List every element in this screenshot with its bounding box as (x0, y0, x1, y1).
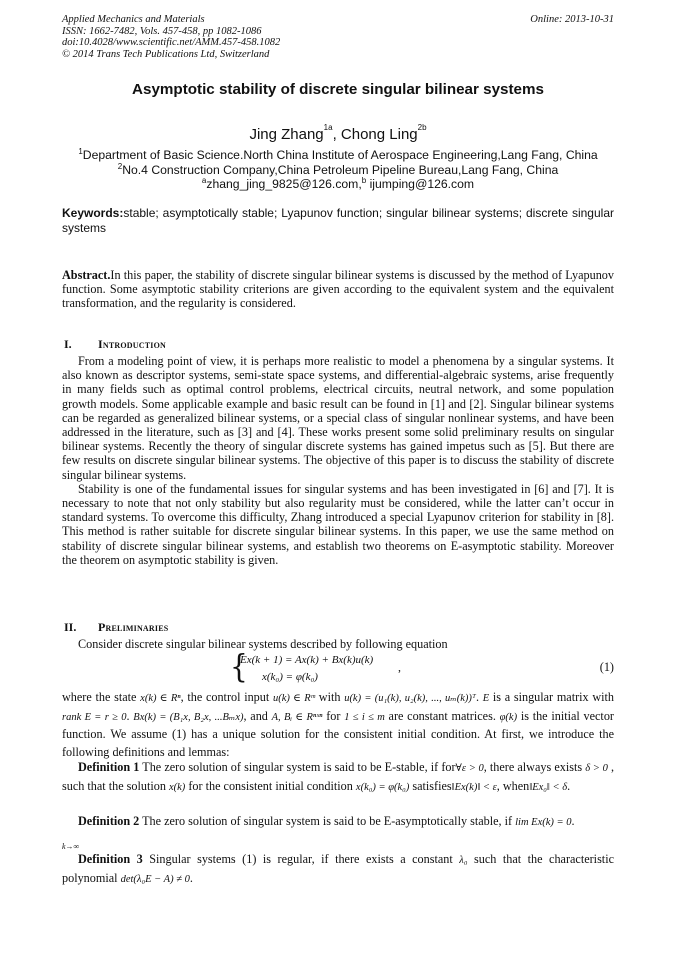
definition-1-text-b: , there always exists (483, 760, 586, 774)
copyright-line: © 2014 Trans Tech Publications Ltd, Switzerland (62, 48, 270, 60)
definition-3 (62, 851, 614, 888)
affiliation-1 (62, 148, 614, 163)
math-state: x(k) ∈ Rⁿ (140, 693, 181, 704)
issn-line: ISSN: 1662-7482, Vols. 457-458, pp 1082-1086 (62, 25, 262, 37)
equation-number: (1) (599, 660, 614, 674)
email-a: zhang_jing_9825@126.com, (206, 177, 362, 191)
affiliation-2 (62, 163, 614, 178)
section-1-body (62, 354, 614, 567)
text-dot: . (475, 690, 483, 704)
math-AB: A, Bᵢ ∈ Rⁿˣⁿ (271, 711, 323, 723)
math-norm-1: ‖Ex(k)‖ < ε (451, 781, 497, 793)
keywords-text: stable; asymptotically stable; Lyapunov function; singular bilinear systems; discrete singular systems (62, 206, 614, 235)
definition-2 (62, 813, 614, 832)
definition-1-label: Definition 1 (78, 760, 140, 774)
emails (62, 177, 614, 192)
equation-brace: { (230, 647, 248, 686)
definition-2-text-a: The zero solution of singular system is said to be E-asymptotically stable, if (139, 814, 516, 828)
math-norm-2: ‖Ex₀‖ < δ (529, 781, 568, 793)
section-2-title: Preliminaries (98, 620, 169, 634)
abstract-label: Abstract. (62, 268, 111, 282)
section-1-number: I. (64, 337, 72, 351)
definition-1-text-a: The zero solution of singular system is said to be E-stable, if for (139, 760, 456, 774)
definition-3-text-c: . (189, 870, 193, 885)
online-date: Online: 2013-10-31 (530, 14, 614, 25)
math-xk: x(k) (168, 781, 186, 793)
state-description (62, 689, 614, 761)
definition-1-text-e: satisfies (409, 778, 452, 793)
journal-header (62, 14, 402, 60)
math-phi: φ(k) (499, 711, 518, 723)
math-input: u(k) ∈ Rᵐ (272, 693, 316, 704)
definition-1-text-d: for the consistent initial condition (185, 778, 356, 793)
math-limit-subscript: k→∞ (62, 842, 80, 851)
text-with: with (315, 690, 345, 704)
definition-2-text-b: . (571, 814, 575, 828)
math-initial-condition: x(k₀) = φ(k₀) (355, 781, 410, 793)
author-2-sup: 2b (417, 123, 427, 132)
text-dot-2: . (126, 708, 134, 723)
email-a-sup: a (201, 176, 207, 185)
math-Bx: Bx(k) = (B₁x, B₂x, ...Bₘx) (133, 711, 244, 723)
author-line (62, 123, 614, 143)
author-1-sup: 1a (323, 123, 333, 132)
section-2-heading (62, 620, 168, 635)
text-control: , the control input (180, 690, 273, 704)
keywords-label: Keywords: (62, 206, 124, 220)
affiliation-1-text: Department of Basic Science.North China Institute of Aerospace Engineering,Lang Fang, China (82, 148, 598, 162)
equation-line-1: Ex(k + 1) = Ax(k) + Bx(k)u(k) (240, 654, 374, 666)
math-rank: rank E = r ≥ 0 (62, 711, 127, 723)
section-2-intro-text: Consider discrete singular bilinear systems described by following equation (78, 637, 448, 651)
equation-1 (240, 652, 373, 686)
affiliation-2-sup: 2 (117, 161, 123, 171)
doi-line: doi:10.4028/www.scientific.net/AMM.457-458.1082 (62, 37, 281, 48)
section-1-title: Introduction (98, 337, 166, 351)
abstract (62, 268, 614, 311)
equation-comma: , (398, 660, 401, 674)
author-2: Chong Ling (340, 126, 418, 143)
definition-3-label: Definition 3 (78, 852, 143, 866)
text-for: for (322, 708, 345, 723)
text-initial: is the initial vector function. We assume (1) has a unique solution for the consistent initial condition. At first, we introduce the following definitions and lemmas: (62, 708, 614, 759)
text-and: , and (243, 708, 272, 723)
math-lambda: λ₀ (459, 855, 468, 866)
definition-1-text-c: , such that the solution (62, 760, 615, 793)
definition-2-label: Definition 2 (78, 814, 140, 828)
author-sep: , (332, 126, 341, 143)
definition-1 (62, 759, 614, 796)
section-2-number: II. (64, 620, 77, 634)
definition-1-text-g: . (567, 778, 571, 793)
affiliation-1-sup: 1 (78, 147, 83, 156)
abstract-text: In this paper, the stability of discrete singular bilinear systems is discussed by the method of Lyapunov function. Some asymptotic stability criterions are given according to the equivalent system and the equivalent transformation, and the regularity is considered. (62, 268, 614, 311)
journal-name: Applied Mechanics and Materials (62, 14, 205, 25)
intro-paragraph-2: Stability is one of the fundamental issues for singular systems and has been investigated in [6] and [7]. It is necessary to note that not only stability but also regularity must be considered, while the latter can’t occur in standard systems. To overcome this difficulty, Zhang introduced a special Lyapunov criterion for stability in [8]. This method is rather suitable for discrete singular bilinear systems. In this paper, we use the same method on stability of discrete singular bilinear systems, and establish two theorems on E-asymptotic stability. Moreover the theorem on asymptotic stability is given. (62, 481, 614, 567)
definition-3-text-b: such that the characteristic polynomial (62, 852, 614, 885)
math-E: E (482, 693, 490, 704)
math-limit: lim Ex(k) = 0 (515, 817, 572, 828)
email-b: ijumping@126.com (366, 177, 475, 191)
intro-paragraph-1: From a modeling point of view, it is perhaps more realistic to model a phenomena by a singular systems. It also known as descriptor systems, semi-state space systems, and differential-algebraic systems, arise frequently in many fields such as optimal control problems, electrical circuits, neutral network, and some population growth models. Some applicable example and basic result can be found in [1] and [2]. Singular bilinear systems can be regarded as generalized bilinear systems, or a special class of singular nonlinear systems, and have been addressed in the literature, such as [3] and [4]. These works present some solid preliminary results on singular bilinear systems. Recently the theory of singular discrete systems has gained impetus such as [5]. But there are few results on discrete singular bilinear systems. The objective of this paper is to discuss the stability of discrete singular bilinear systems. (62, 354, 614, 482)
definition-1-text-f: , when (496, 778, 530, 793)
section-2-intro (62, 637, 614, 651)
equation-line-2: x(k₀) = φ(k₀) (262, 671, 318, 683)
definition-3-text-a: Singular systems (1) is regular, if there exists a constant (142, 852, 460, 866)
text-singular: is a singular matrix with (489, 690, 615, 704)
math-i-range: 1 ≤ i ≤ m (344, 711, 385, 723)
paper-title: Asymptotic stability of discrete singular bilinear systems (132, 81, 544, 98)
affiliation-2-text: No.4 Construction Company,China Petroleum Pipeline Bureau,Lang Fang, China (122, 162, 559, 177)
math-u-vector: u(k) = (u₁(k), u₂(k), ..., uₘ(k))ᵀ (344, 693, 476, 704)
affiliations (62, 148, 614, 192)
math-det: det(λ₀E − A) ≠ 0 (120, 873, 190, 885)
math-epsilon: ∀ε > 0 (455, 763, 484, 774)
email-b-sup: b (361, 176, 367, 185)
section-1-heading (62, 337, 166, 352)
author-1: Jing Zhang (249, 126, 324, 143)
math-delta: δ > 0 (585, 763, 608, 774)
text-where: where the state (62, 690, 141, 704)
keywords (62, 206, 614, 235)
text-constant: are constant matrices. (384, 708, 500, 723)
